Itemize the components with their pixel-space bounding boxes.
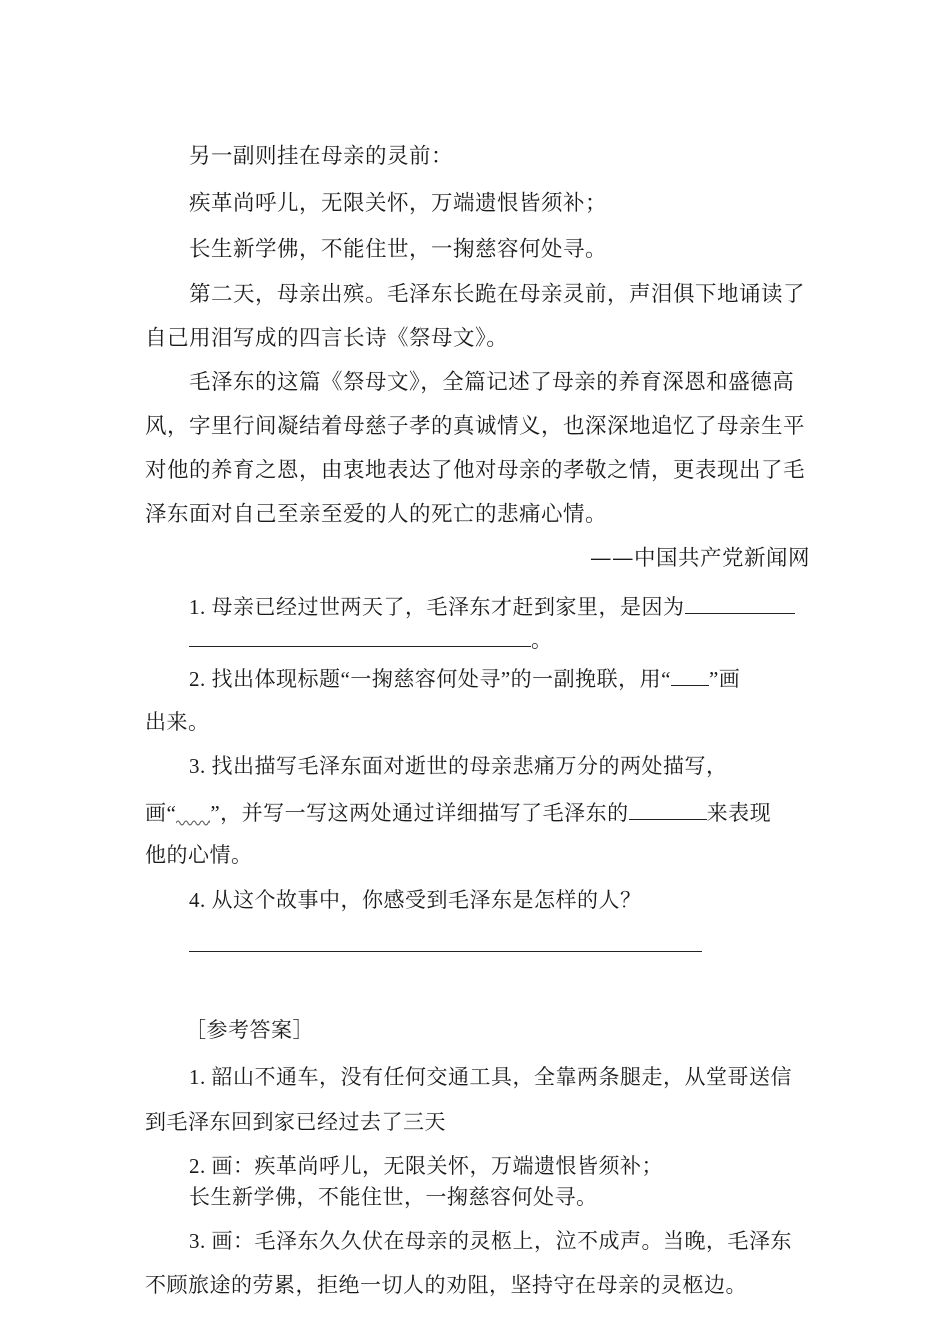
- passage-intro: 另一副则挂在母亲的灵前：: [189, 144, 454, 169]
- paragraph-2-line-3: 对他的养育之恩，由衷地表达了他对母亲的孝敬之情，更表现出了毛: [145, 458, 806, 483]
- answer-3-line-1: 3. 画：毛泽东久久伏在母亲的灵柩上，泣不成声。当晚，毛泽东: [189, 1229, 792, 1253]
- question-3-line-3: 他的心情。: [145, 843, 253, 867]
- paragraph-2-line-2: 风，字里行间凝结着母慈子孝的真诚情义，也深深地追忆了母亲生平: [145, 414, 806, 439]
- answer-2-line-1: 2. 画：疾革尚呼儿，无限关怀，万端遗恨皆须补；: [189, 1154, 663, 1178]
- question-2: [189, 663, 740, 693]
- question-1-continued: [189, 624, 553, 654]
- question-1-end: 。: [531, 628, 553, 652]
- answer-blank-1a[interactable]: [685, 591, 795, 614]
- question-2-text-end: ”画: [708, 667, 741, 691]
- answer-1-line-1: 1. 韶山不通车，没有任何交通工具，全靠两条腿走，从堂哥送信: [189, 1065, 792, 1089]
- paragraph-1-line-1: 第二天，母亲出殡。毛泽东长跪在母亲灵前，声泪俱下地诵读了: [189, 282, 806, 307]
- question-1-text: 1. 母亲已经过世两天了，毛泽东才赶到家里，是因为: [189, 595, 685, 619]
- answer-2-line-2: 长生新学佛，不能住世，一掬慈容何处寻。: [189, 1185, 598, 1209]
- answer-1-line-2: 到毛泽东回到家已经过去了三天: [145, 1110, 446, 1134]
- question-3-text-b: ”，并写一写这两处通过详细描写了毛泽东的: [210, 801, 629, 825]
- answers-heading: ［参考答案］: [185, 1018, 314, 1042]
- question-3-text-c: 来表现: [706, 801, 772, 825]
- answer-blank-1b[interactable]: [189, 624, 531, 647]
- couplet-line-2: 长生新学佛，不能住世，一掬慈容何处寻。: [189, 237, 608, 262]
- question-2-line-2: 出来。: [145, 710, 210, 734]
- question-3-line-1: 3. 找出描写毛泽东面对逝世的母亲悲痛万分的两处描写，: [189, 754, 728, 778]
- question-2-text: 2. 找出体现标题“一掬慈容何处寻”的一副挽联，用“: [189, 667, 671, 691]
- source-attribution: ——中国共产党新闻网: [590, 546, 811, 571]
- wavy-underline-sample: [176, 818, 210, 828]
- question-3-text-a: 画“: [145, 801, 177, 825]
- paragraph-2-line-1: 毛泽东的这篇《祭母文》，全篇记述了母亲的养育深恩和盛德高: [189, 370, 795, 395]
- answer-line-4[interactable]: [189, 951, 702, 952]
- question-4: 4. 从这个故事中，你感受到毛泽东是怎样的人？: [189, 888, 642, 912]
- question-1: [189, 591, 795, 621]
- answer-3-line-2: 不顾旅途的劳累，拒绝一切人的劝阻，坚持守在母亲的灵柩边。: [145, 1273, 747, 1297]
- answer-blank-3[interactable]: [629, 797, 707, 820]
- paragraph-1-line-2: 自己用泪写成的四言长诗《祭母文》。: [145, 326, 509, 351]
- question-3-line-2: [145, 797, 771, 828]
- underline-sample: [671, 663, 709, 686]
- couplet-line-1: 疾革尚呼儿，无限关怀，万端遗恨皆须补；: [189, 191, 608, 216]
- paragraph-2-line-4: 泽东面对自己至亲至爱的人的死亡的悲痛心情。: [145, 502, 608, 527]
